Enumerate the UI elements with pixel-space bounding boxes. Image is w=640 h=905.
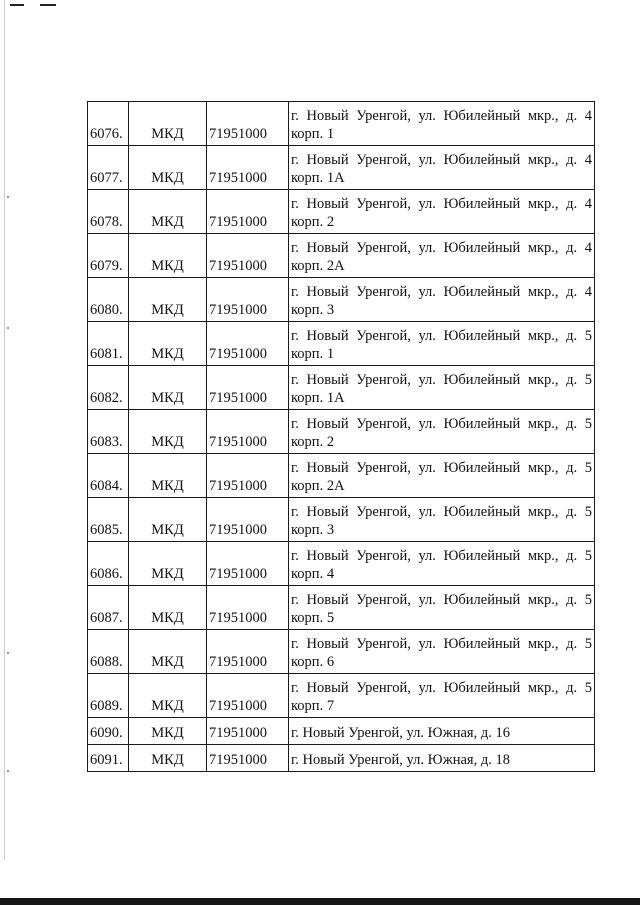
oktmo-code-cell: 71951000 <box>207 190 289 234</box>
row-number-cell: 6083. <box>88 410 129 454</box>
table-row <box>88 542 595 586</box>
table-row <box>88 745 595 772</box>
oktmo-code-cell: 71951000 <box>207 322 289 366</box>
object-type-cell: МКД <box>129 278 207 322</box>
row-number-cell: 6085. <box>88 498 129 542</box>
oktmo-code-cell: 71951000 <box>207 234 289 278</box>
row-number-cell: 6087. <box>88 586 129 630</box>
object-type-cell: МКД <box>129 322 207 366</box>
address-cell: г. Новый Уренгой, ул. Юбилейный мкр., д. 5 корп. 1 <box>289 322 595 366</box>
address-cell: г. Новый Уренгой, ул. Юбилейный мкр., д. 5 корп. 4 <box>289 542 595 586</box>
table-row <box>88 190 595 234</box>
table-row <box>88 102 595 146</box>
page-left-edge <box>4 0 5 860</box>
object-type-cell: МКД <box>129 234 207 278</box>
address-cell: г. Новый Уренгой, ул. Юбилейный мкр., д. 4 корп. 2А <box>289 234 595 278</box>
oktmo-code-cell: 71951000 <box>207 102 289 146</box>
address-cell: г. Новый Уренгой, ул. Юбилейный мкр., д. 4 корп. 1 <box>289 102 595 146</box>
row-number-cell: 6089. <box>88 674 129 718</box>
object-type-cell: МКД <box>129 630 207 674</box>
oktmo-code-cell: 71951000 <box>207 454 289 498</box>
row-number-cell: 6081. <box>88 322 129 366</box>
oktmo-code-cell: 71951000 <box>207 630 289 674</box>
row-number-cell: 6090. <box>88 718 129 745</box>
scan-speck <box>7 770 9 772</box>
scan-bottom-band <box>0 898 640 905</box>
table-row <box>88 278 595 322</box>
table-row <box>88 630 595 674</box>
table-row <box>88 146 595 190</box>
scan-speck <box>7 196 9 198</box>
oktmo-code-cell: 71951000 <box>207 498 289 542</box>
row-number-cell: 6088. <box>88 630 129 674</box>
object-type-cell: МКД <box>129 498 207 542</box>
address-cell: г. Новый Уренгой, ул. Юбилейный мкр., д. 5 корп. 2 <box>289 410 595 454</box>
address-cell: г. Новый Уренгой, ул. Юбилейный мкр., д. 5 корп. 5 <box>289 586 595 630</box>
address-cell: г. Новый Уренгой, ул. Юбилейный мкр., д. 5 корп. 7 <box>289 674 595 718</box>
object-type-cell: МКД <box>129 366 207 410</box>
scan-mark-top-left <box>10 4 24 6</box>
oktmo-code-cell: 71951000 <box>207 278 289 322</box>
table-row <box>88 454 595 498</box>
object-type-cell: МКД <box>129 542 207 586</box>
oktmo-code-cell: 71951000 <box>207 366 289 410</box>
object-type-cell: МКД <box>129 674 207 718</box>
address-cell: г. Новый Уренгой, ул. Юбилейный мкр., д. 4 корп. 1А <box>289 146 595 190</box>
table-row <box>88 322 595 366</box>
registry-table <box>87 101 595 772</box>
address-cell: г. Новый Уренгой, ул. Юбилейный мкр., д. 4 корп. 2 <box>289 190 595 234</box>
table-row <box>88 586 595 630</box>
scan-speck <box>7 327 9 329</box>
object-type-cell: МКД <box>129 102 207 146</box>
address-cell: г. Новый Уренгой, ул. Юбилейный мкр., д. 5 корп. 3 <box>289 498 595 542</box>
oktmo-code-cell: 71951000 <box>207 410 289 454</box>
row-number-cell: 6080. <box>88 278 129 322</box>
row-number-cell: 6091. <box>88 745 129 772</box>
object-type-cell: МКД <box>129 146 207 190</box>
address-cell: г. Новый Уренгой, ул. Южная, д. 16 <box>289 718 595 745</box>
row-number-cell: 6077. <box>88 146 129 190</box>
registry-table-body <box>88 102 595 772</box>
row-number-cell: 6086. <box>88 542 129 586</box>
object-type-cell: МКД <box>129 745 207 772</box>
table-row <box>88 674 595 718</box>
object-type-cell: МКД <box>129 410 207 454</box>
row-number-cell: 6078. <box>88 190 129 234</box>
object-type-cell: МКД <box>129 454 207 498</box>
scan-mark-top-left-2 <box>40 4 56 6</box>
row-number-cell: 6082. <box>88 366 129 410</box>
row-number-cell: 6079. <box>88 234 129 278</box>
address-cell: г. Новый Уренгой, ул. Юбилейный мкр., д. 5 корп. 2А <box>289 454 595 498</box>
table-row <box>88 234 595 278</box>
object-type-cell: МКД <box>129 586 207 630</box>
oktmo-code-cell: 71951000 <box>207 718 289 745</box>
row-number-cell: 6084. <box>88 454 129 498</box>
oktmo-code-cell: 71951000 <box>207 586 289 630</box>
address-cell: г. Новый Уренгой, ул. Южная, д. 18 <box>289 745 595 772</box>
oktmo-code-cell: 71951000 <box>207 745 289 772</box>
table-row <box>88 410 595 454</box>
table-row <box>88 366 595 410</box>
scan-speck <box>7 652 9 654</box>
table-row <box>88 498 595 542</box>
address-cell: г. Новый Уренгой, ул. Юбилейный мкр., д. 5 корп. 6 <box>289 630 595 674</box>
table-row <box>88 718 595 745</box>
object-type-cell: МКД <box>129 718 207 745</box>
oktmo-code-cell: 71951000 <box>207 542 289 586</box>
address-cell: г. Новый Уренгой, ул. Юбилейный мкр., д. 5 корп. 1А <box>289 366 595 410</box>
oktmo-code-cell: 71951000 <box>207 146 289 190</box>
address-cell: г. Новый Уренгой, ул. Юбилейный мкр., д. 4 корп. 3 <box>289 278 595 322</box>
oktmo-code-cell: 71951000 <box>207 674 289 718</box>
row-number-cell: 6076. <box>88 102 129 146</box>
object-type-cell: МКД <box>129 190 207 234</box>
